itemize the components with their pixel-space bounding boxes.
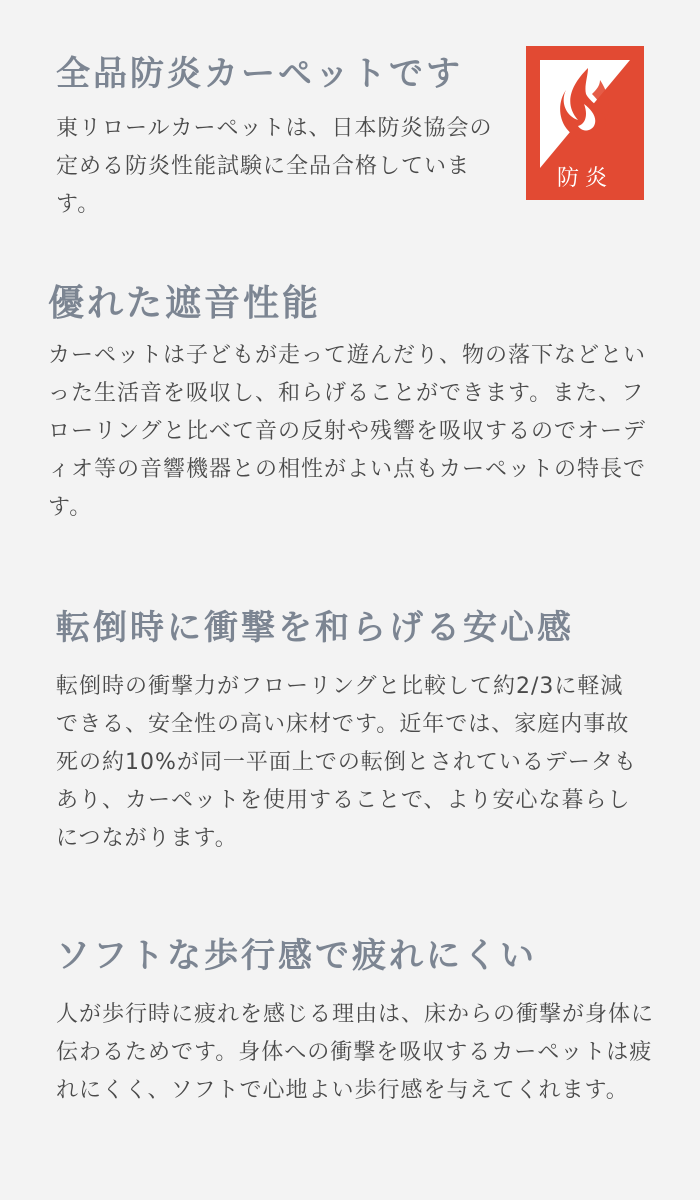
badge-label: 防炎 bbox=[556, 166, 613, 191]
section-heading: 優れた遮音性能 bbox=[48, 282, 322, 324]
section-body: 東リロールカーペットは、日本防炎協会の定める防炎性能試験に全品合格しています。 bbox=[56, 116, 493, 217]
fireproof-badge bbox=[526, 46, 644, 200]
section-heading: 転倒時に衝撃を和らげる安心感 bbox=[56, 608, 574, 648]
section-body: カーペットは子どもが走って遊んだり、物の落下などといった生活音を吸収し、和らげることができます。また、フローリングと比べて音の反射や残響を吸収するのでオーディオ等の音響機器との相性がよい点もカーペットの特長です。 bbox=[48, 343, 647, 520]
section-heading: 全品防炎カーペットです bbox=[56, 54, 463, 94]
section-heading: ソフトな歩行感で疲れにくい bbox=[56, 936, 537, 976]
section-body: 転倒時の衝撃力がフローリングと比較して約2/3に軽減できる、安全性の高い床材です。近年では、家庭内事故死の約10%が同一平面上での転倒とされているデータもあり、カーペットを使用することで、より安心な暮らしにつながります。 bbox=[56, 674, 637, 851]
section-body: 人が歩行時に疲れを感じる理由は、床からの衝撃が身体に伝わるためです。身体への衝撃を吸収するカーペットは疲れにくく、ソフトで心地よい歩行感を与えてくれます。 bbox=[56, 1002, 655, 1103]
